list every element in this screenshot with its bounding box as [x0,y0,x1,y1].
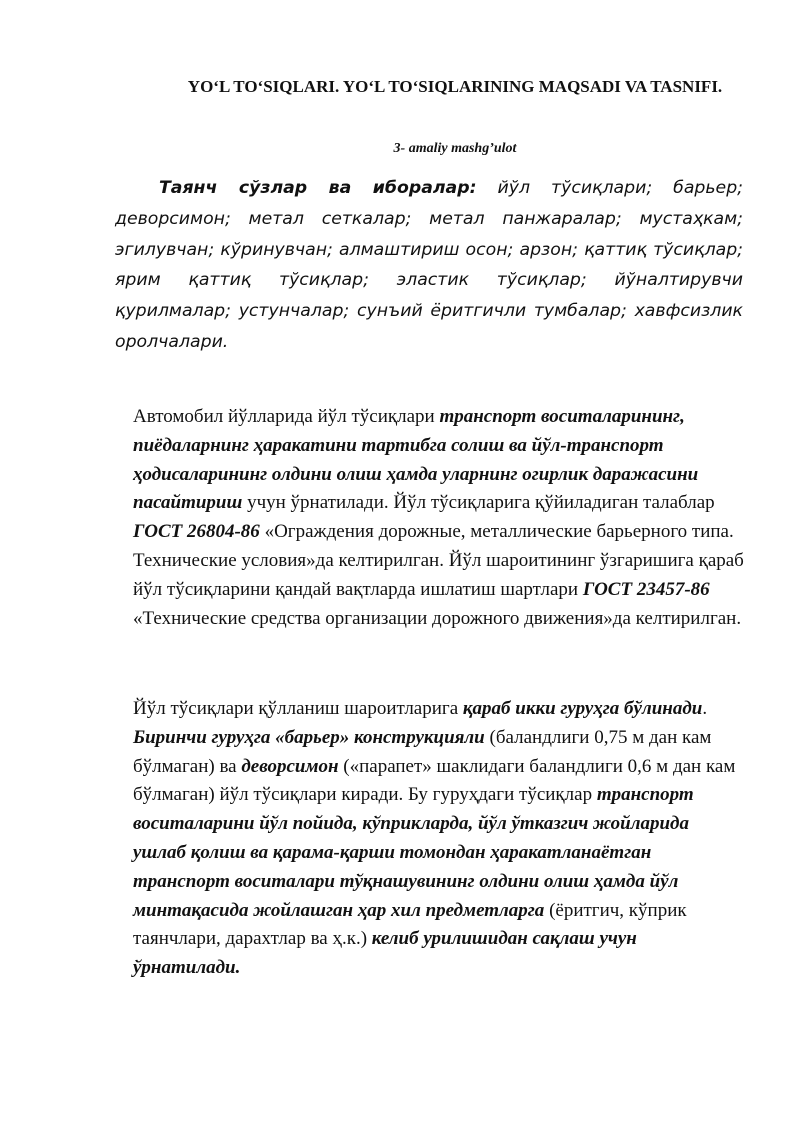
emphasis-run: транспорт воситаларининг, пиёдаларнинг ҳаракатини тартибга солиш ва йўл-транспорт ҳодисаларининг олдини олиш ҳамда уларнинг огирлик даражасини пасайтириш [133,406,699,514]
emphasis-run: транспорт воситаларини йўл пойида, кўприкларда, йўл ўтказгич жойларида ушлаб қолиш ва қарама-қарши томондан ҳаракатланаётган транспорт воситалари тўқнашувининг олдини олиш ҳамда йўл минтақасида жойлашган ҳар хил предметларга [133,784,694,921]
body-paragraph-2 [133,695,745,983]
text-run: . [702,698,708,719]
document-subtitle: 3- amaliy mashg’ulot [393,141,517,156]
text-run: «Технические средства организации дорожного движения»да келтирилган. [133,607,742,629]
text-run: Йўл тўсиқлари қўлланиш шароитларига [133,698,463,719]
emphasis-run: қараб икки гуруҳга бўлинади [462,698,703,719]
emphasis-run: Биринчи гуруҳга «барьер» конструкцияли [133,726,485,748]
keywords-paragraph [115,173,743,358]
keywords-text: йўл тўсиқлари; барьер; деворсимон; метал сеткалар; метал панжаралар; мустаҳкам; эгилувчан; кўринувчан; алмаштириш осон; арзон; қаттиқ тўсиқлар; ярим қаттиқ тўсиқлар; эластик тўсиқлар; йўналтирувчи қурилмалар; устунчалар; сунъий ёритгичли тумбалар; хавфсизлик оролчалари. [115,178,743,352]
document-title: YO‘L TO‘SIQLARI. YO‘L TO‘SIQLARINING MAQSADI VA TASNIFI. [187,77,723,96]
keywords-label: Таянч сўзлар ва иборалар: [159,178,477,198]
text-run: Автомобил йўлларида йўл тўсиқлари [133,406,440,427]
text-run: (ёритгич, кўприк таянчлари, дарахтлар ва ҳ.к.) [133,899,687,950]
emphasis-run: келиб урилишидан сақлаш учун ўрнатилади. [133,928,637,979]
text-run: («парапет» шаклидаги баландлиги 0,6 м дан кам бўлмаган) йўл тўсиқлари киради. Бу гуруҳдаги тўсиқлар [133,755,736,806]
paragraph-1-text [133,403,745,633]
emphasis-run: ГОСТ 23457-86 [582,578,710,600]
emphasis-run: деворсимон [241,755,339,777]
body-paragraph-1 [133,403,745,633]
text-run: учун ўрнатилади. Йўл тўсиқларига қўйиладиган талаблар [242,492,715,514]
emphasis-run: ГОСТ 26804-86 [133,521,260,543]
text-run: (баландлиги 0,75 м дан кам бўлмаган) ва [133,726,712,777]
text-run: «Ограждения дорожные, металлические барьерного типа. Технические условия»да келтирилган. Йўл шароитининг ўзгаришига қараб йўл тўсиқларини қандай вақтларда ишлатиш шартлари [133,521,744,600]
paragraph-2-text [133,695,745,983]
